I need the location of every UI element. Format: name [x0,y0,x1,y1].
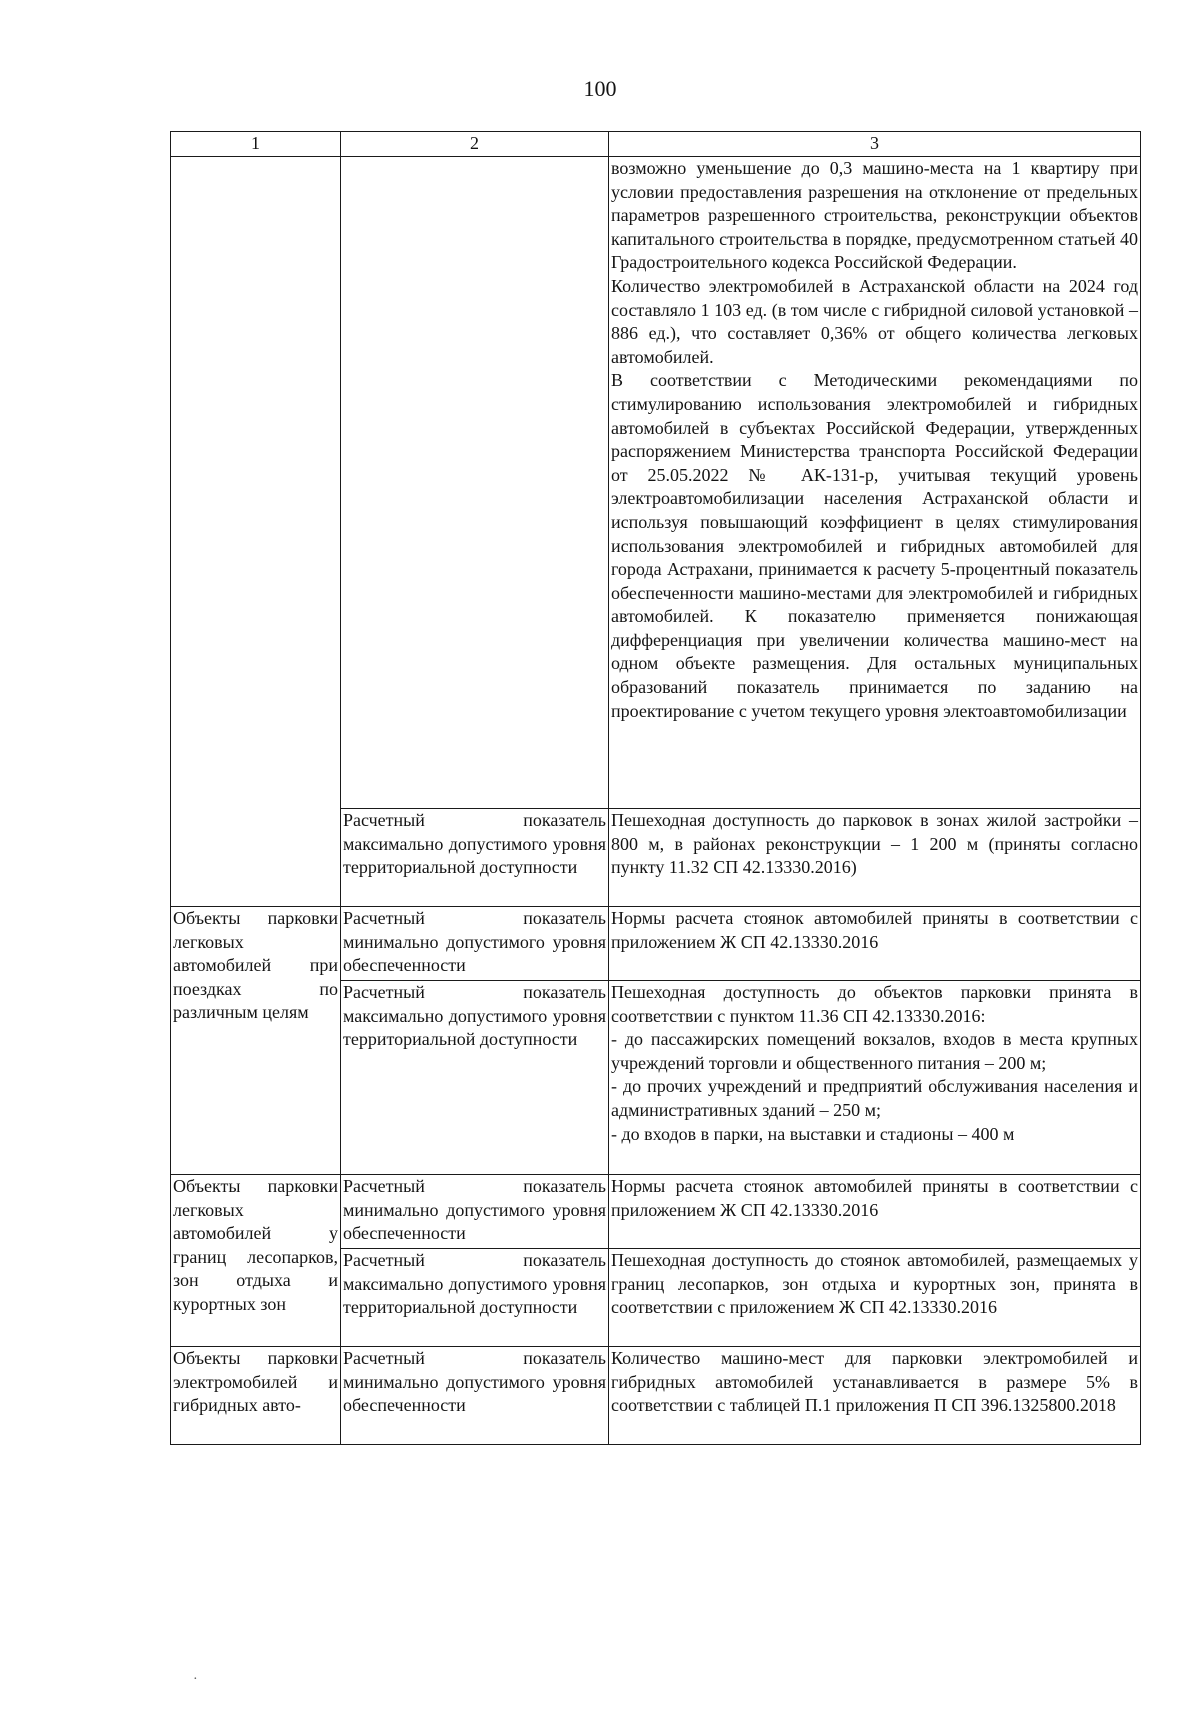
table-cell-requirements [609,981,1141,1175]
list-item: - до пассажирских помещений вокзалов, входов в места крупных учреждений торговли и общественного питания – 200 м; [611,1029,1138,1073]
table-cell-empty [341,157,609,809]
table-row [171,1175,1141,1249]
list-item: - до прочих учреждений и предприятий обслуживания населения и административных зданий – 250 м; [611,1076,1138,1120]
table-cell-requirements [609,157,1141,809]
table-cell-empty [171,809,341,907]
table-cell-indicator: Расчетный показатель максимально допустимого уровня территориальной доступности [341,981,609,1175]
table-cell-indicator: Расчетный показатель минимально допустимого уровня обеспеченности [341,907,609,981]
table-cell-object-type: Объекты парковки легковых автомобилей у границ лесопарков, зон отдыха и курортных зон [171,1175,341,1347]
table-cell-indicator: Расчетный показатель максимально допустимого уровня территориальной доступности [341,1249,609,1347]
table-row [171,157,1141,809]
table-cell-indicator: Расчетный показатель минимально допустимого уровня обеспеченности [341,1175,609,1249]
table-row [171,907,1141,981]
norms-table [170,131,1141,1445]
table-cell-indicator: Расчетный показатель минимально допустимого уровня обеспеченности [341,1347,609,1445]
column-header-2: 2 [341,132,609,157]
list-item: - до входов в парки, на выставки и стадионы – 400 м [611,1123,1015,1144]
column-header-3: 3 [609,132,1141,157]
table-cell-requirements: Нормы расчета стоянок автомобилей приняты в соответствии с приложением Ж СП 42.13330.2016 [609,907,1141,981]
table-cell-object-type: Объекты парковки легковых автомобилей при поездках по различным целям [171,907,341,1175]
table-cell-requirements: Пешеходная доступность до стоянок автомобилей, размещаемых у границ лесопарков, зон отдыха и курортных зон, принята в соответствии с приложением Ж СП 42.13330.2016 [609,1249,1141,1347]
paragraph: Количество электромобилей в Астраханской области на 2024 год составляло 1 103 ед. (в том числе с гибридной силовой установкой – 886 ед.), что составляет 0,36% от общего количества легковых автомобилей. [611,275,1138,367]
table-row [171,809,1141,907]
table-cell-empty [171,157,341,809]
scan-mark: · [193,1672,198,1687]
table-cell-requirements: Количество машино-мест для парковки электромобилей и гибридных автомобилей устанавливается в размере 5% в соответствии с таблицей П.1 приложения П СП 396.1325800.2018 [609,1347,1141,1445]
table-cell-indicator: Расчетный показатель максимально допустимого уровня территориальной доступности [341,809,609,907]
page-number: 100 [583,76,617,101]
table-cell-requirements: Пешеходная доступность до парковок в зонах жилой застройки – 800 м, в районах реконструкции – 1 200 м (приняты согласно пункту 11.32 СП 42.13330.2016) [609,809,1141,907]
paragraph: возможно уменьшение до 0,3 машино-места на 1 квартиру при условии предоставления разрешения на отклонение от предельных параметров разрешенного строительства, реконструкции объектов капитального строительства в порядке, предусмотренном статьей 40 Градостроительного кодекса Российской Федерации. [611,158,1138,273]
paragraph: Пешеходная доступность до объектов парковки принята в соответствии с пунктом 11.36 СП 42.13330.2016: [611,982,1138,1026]
column-header-1: 1 [171,132,341,157]
paragraph: В соответствии с Методическими рекомендациями по стимулированию использования электромобилей и гибридных автомобилей в субъектах Российской Федерации, утвержденных распоряжением Министерства транспорта Российской Федерации от 25.05.2022 № АК-131-р, учитывая текущий уровень электроавтомобилизации населения Астраханской области и используя повышающий коэффициент в целях стимулирования использования электромобилей и гибридных автомобилей для города Астрахани, принимается к расчету 5-процентный показатель обеспеченности машино-местами для электромобилей и гибридных автомобилей. К показателю применяется понижающая дифференциация при увеличении количества машино-мест на одном объекте размещения. Для остальных муниципальных образований показатель принимается по заданию на проектирование с учетом текущего уровня электоавтомобилизации [611,370,1138,721]
table-cell-requirements: Нормы расчета стоянок автомобилей приняты в соответствии с приложением Ж СП 42.13330.2016 [609,1175,1141,1249]
table-cell-object-type: Объекты парковки электромобилей и гибридных авто- [171,1347,341,1445]
table-header-row [171,132,1141,157]
table-row [171,1347,1141,1445]
